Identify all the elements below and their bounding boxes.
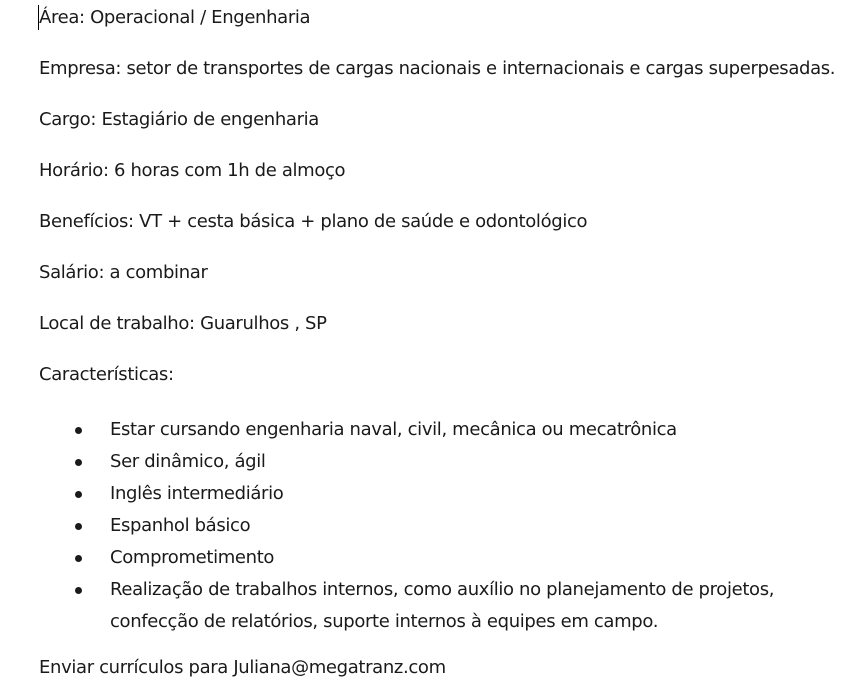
bullet-icon xyxy=(75,427,82,434)
horario-line: Horário: 6 horas com 1h de almoço xyxy=(39,160,346,181)
list-item-text: Realização de trabalhos internos, como auxílio no planejamento de projetos, xyxy=(110,579,775,600)
list-item-text: Espanhol básico xyxy=(110,515,251,536)
list-item-text: Estar cursando engenharia naval, civil, mecânica ou mecatrônica xyxy=(110,419,677,440)
area-line: Área: Operacional / Engenharia xyxy=(39,7,311,28)
empresa-line: Empresa: setor de transportes de cargas nacionais e internacionais e cargas superpesadas. xyxy=(39,58,836,79)
bullet-icon xyxy=(75,459,82,466)
salario-line: Salário: a combinar xyxy=(39,262,208,283)
bullet-icon xyxy=(75,555,82,562)
local-line: Local de trabalho: Guarulhos , SP xyxy=(39,313,327,334)
contato-line: Enviar currículos para Juliana@megatranz.com xyxy=(39,657,446,678)
list-item-text: Comprometimento xyxy=(110,547,275,568)
list-item-text: Ser dinâmico, ágil xyxy=(110,451,266,472)
beneficios-line: Benefícios: VT + cesta básica + plano de saúde e odontológico xyxy=(39,211,588,232)
cargo-line: Cargo: Estagiário de engenharia xyxy=(39,109,319,130)
list-item-text: Inglês intermediário xyxy=(110,483,284,504)
bullet-icon xyxy=(75,587,82,594)
bullet-icon xyxy=(75,523,82,530)
list-item-text: confecção de relatórios, suporte internos à equipes em campo. xyxy=(110,611,659,632)
bullet-icon xyxy=(75,491,82,498)
caracteristicas-heading: Características: xyxy=(39,364,174,385)
